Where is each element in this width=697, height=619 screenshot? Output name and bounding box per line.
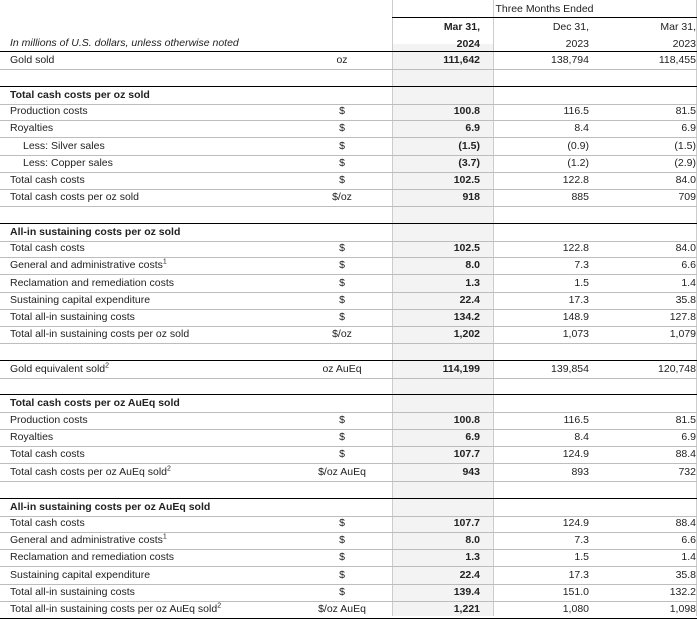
value-q1-2024: 6.9 [465, 431, 480, 443]
column-header-year: 2023 [565, 38, 589, 50]
table-row [0, 446, 697, 464]
value-q1-2023: 127.8 [669, 311, 696, 323]
units-note: In millions of U.S. dollars, unless otherwise noted [10, 37, 239, 49]
row-label-text: General and administrative costs [10, 534, 163, 546]
value-q1-2023: 1,098 [669, 603, 696, 615]
unit-cell: $ [339, 448, 345, 460]
value-q4-2023: 8.4 [574, 122, 589, 134]
row-label [10, 515, 85, 532]
table-row [0, 360, 697, 379]
value-q1-2023: 6.6 [681, 534, 696, 546]
value-q4-2023: 124.9 [562, 448, 589, 460]
unit-cell: $ [339, 157, 345, 169]
unit-cell: $ [339, 311, 345, 323]
value-q4-2023: 122.8 [562, 174, 589, 186]
row-label [10, 189, 139, 206]
row-label-text: Total cash costs per oz sold [10, 191, 139, 203]
row-label-text: Reclamation and remediation costs [10, 277, 175, 289]
value-q1-2024: 943 [462, 466, 480, 478]
row-label [10, 326, 189, 343]
value-q1-2024: (1.5) [458, 140, 480, 152]
value-q1-2023: 84.0 [675, 242, 696, 254]
row-label-text: Total cash costs per oz AuEq sold [10, 397, 180, 409]
row-label-text: Total all-in sustaining costs per oz sold [10, 328, 190, 340]
column-header-date: Dec 31, [552, 21, 589, 33]
table-row [0, 103, 697, 121]
value-q1-2024: 1.3 [465, 551, 480, 563]
table-row [0, 189, 697, 207]
footnote-marker: 1 [162, 533, 167, 541]
value-q1-2024: 8.0 [465, 534, 480, 546]
unit-cell: $ [339, 517, 345, 529]
value-q4-2023: 151.0 [562, 586, 589, 598]
unit-cell: $ [339, 414, 345, 426]
value-q4-2023: 122.8 [562, 242, 589, 254]
unit-cell: $ [339, 551, 345, 563]
table-row [0, 464, 697, 482]
value-q4-2023: (0.9) [567, 140, 589, 152]
row-label [10, 532, 167, 549]
row-label-text: Total cash costs [10, 242, 85, 254]
table-row [0, 567, 697, 585]
row-label-text: Royalties [10, 431, 54, 443]
row-label-text: Total all-in sustaining costs [10, 311, 135, 323]
row-label-text: Reclamation and remediation costs [10, 551, 175, 563]
footnote-marker: 2 [167, 465, 171, 473]
value-q1-2023: 1,079 [669, 328, 696, 340]
table-row [0, 138, 697, 156]
row-label [23, 155, 113, 172]
value-q1-2024: 100.8 [453, 414, 480, 426]
row-label [10, 412, 88, 429]
value-q4-2023: 116.5 [563, 105, 589, 117]
unit-cell: $/oz AuEq [318, 603, 366, 615]
row-label-text: Total cash costs per oz sold [10, 89, 150, 101]
value-q1-2023: 35.8 [675, 294, 696, 306]
value-q1-2024: 107.7 [453, 517, 480, 529]
value-q4-2023: 17.3 [568, 569, 589, 581]
column-header-q1-2024 [444, 19, 480, 53]
row-label [10, 464, 171, 481]
value-q4-2023: 148.9 [562, 311, 589, 323]
value-q4-2023: 7.3 [574, 259, 589, 271]
unit-cell: $ [339, 586, 345, 598]
table-row [0, 412, 697, 430]
value-q1-2024: 139.4 [453, 586, 480, 598]
row-label-text: Total cash costs per oz AuEq sold [10, 466, 168, 478]
column-header-year: 2023 [672, 38, 696, 50]
value-q1-2024: 1,221 [453, 603, 480, 615]
table-row [0, 275, 697, 293]
table-row [0, 172, 697, 190]
value-q1-2023: 6.6 [681, 259, 696, 271]
row-label [10, 52, 54, 69]
value-q1-2023: 88.4 [675, 448, 696, 460]
value-q1-2024: 100.8 [453, 105, 480, 117]
unit-cell: $ [339, 569, 345, 581]
unit-cell: $ [339, 259, 345, 271]
table-row [0, 326, 697, 344]
row-label [10, 292, 150, 309]
row-label-text: All-in sustaining costs per oz sold [10, 226, 181, 238]
value-q1-2024: 8.0 [465, 259, 480, 271]
section-title [10, 395, 180, 412]
unit-cell: $ [339, 534, 345, 546]
value-q1-2023: 81.5 [675, 414, 696, 426]
table-row [0, 584, 697, 602]
value-q1-2023: 709 [678, 191, 696, 203]
row-label-text: Production costs [10, 105, 88, 117]
row-label-text: Sustaining capital expenditure [10, 294, 151, 306]
value-q1-2024: 22.4 [459, 569, 480, 581]
value-q1-2024: 1.3 [465, 277, 480, 289]
unit-cell: $ [339, 431, 345, 443]
unit-cell: $/oz [332, 328, 352, 340]
table-row [0, 601, 697, 619]
unit-cell: $/oz AuEq [318, 466, 366, 478]
footnote-marker: 2 [217, 602, 222, 610]
column-header-year: 2024 [456, 38, 480, 50]
value-q4-2023: 139,854 [551, 363, 589, 375]
unit-cell: oz AuEq [322, 363, 362, 375]
unit-cell: $ [339, 122, 345, 134]
column-header-q4-2023 [553, 19, 589, 53]
section-title [10, 87, 150, 104]
row-label-text: Total cash costs [10, 174, 85, 186]
footnote-marker: 1 [162, 258, 167, 266]
value-q4-2023: 17.3 [568, 294, 589, 306]
value-q1-2023: 732 [678, 466, 696, 478]
section-header-row [0, 394, 697, 413]
row-label [23, 138, 105, 155]
row-label [10, 240, 85, 257]
value-q4-2023: 893 [571, 466, 589, 478]
row-label [10, 446, 85, 463]
value-q4-2023: 1.5 [574, 551, 589, 563]
unit-cell: $/oz [332, 191, 352, 203]
row-label [10, 309, 135, 326]
row-label-text: Less: Copper sales [23, 157, 113, 169]
value-q1-2024: 102.5 [453, 242, 480, 254]
footnote-marker: 2 [105, 362, 110, 370]
value-q4-2023: 1,073 [562, 328, 589, 340]
row-label [10, 549, 174, 566]
row-label-text: Less: Silver sales [23, 140, 105, 152]
table-row [0, 51, 697, 70]
row-label-text: Gold equivalent sold [10, 363, 106, 375]
value-q4-2023: 7.3 [574, 534, 589, 546]
row-label [10, 584, 135, 601]
value-q4-2023: 8.4 [574, 431, 589, 443]
table-row [0, 257, 697, 275]
value-q1-2023: (1.5) [674, 140, 696, 152]
row-label-text: Sustaining capital expenditure [10, 569, 151, 581]
table-row [0, 429, 697, 447]
value-q4-2023: 116.5 [563, 414, 589, 426]
column-header-date: Mar 31, [443, 21, 480, 33]
value-q1-2023: 81.5 [675, 105, 696, 117]
value-q1-2023: 6.9 [681, 431, 696, 443]
table-row [0, 515, 697, 533]
unit-cell: $ [339, 105, 345, 117]
row-label [10, 103, 88, 120]
table-row [0, 532, 697, 550]
row-label [10, 361, 109, 378]
row-label-text: Royalties [10, 122, 54, 134]
value-q4-2023: 1.5 [574, 277, 589, 289]
row-label [10, 275, 174, 292]
unit-cell: oz [336, 54, 348, 66]
row-label-text: Gold sold [10, 54, 55, 66]
column-header-q1-2023 [660, 19, 696, 53]
row-label-text: Total all-in sustaining costs per oz AuEq sold [10, 603, 218, 615]
value-q1-2023: 132.2 [669, 586, 696, 598]
unit-cell: $ [339, 174, 345, 186]
value-q1-2024: 111,642 [443, 54, 480, 66]
value-q1-2023: (2.9) [674, 157, 696, 169]
row-label-text: General and administrative costs [10, 259, 163, 271]
table-row [0, 549, 697, 567]
value-q1-2024: 102.5 [453, 174, 480, 186]
table-row [0, 309, 697, 327]
value-q1-2024: 1,202 [453, 328, 480, 340]
value-q1-2024: 22.4 [459, 294, 480, 306]
value-q1-2024: 134.2 [453, 311, 480, 323]
value-q1-2023: 6.9 [681, 122, 696, 134]
value-q4-2023: 124.9 [562, 517, 589, 529]
table-row [0, 240, 697, 258]
value-q1-2024: 918 [462, 191, 480, 203]
unit-cell: $ [339, 140, 345, 152]
section-title [10, 499, 210, 516]
row-label-text: Total cash costs [10, 517, 85, 529]
table-row [0, 292, 697, 310]
row-label [10, 567, 150, 584]
value-q1-2024: 6.9 [465, 122, 480, 134]
row-label [10, 172, 85, 189]
value-q1-2023: 88.4 [675, 517, 696, 529]
unit-cell: $ [339, 242, 345, 254]
table-row [0, 155, 697, 173]
row-label-text: Total cash costs [10, 448, 85, 460]
section-title [10, 224, 180, 241]
value-q1-2024: 107.7 [453, 448, 480, 460]
row-label-text: Production costs [10, 414, 88, 426]
value-q4-2023: 1,080 [562, 603, 589, 615]
row-label [10, 601, 221, 618]
value-q4-2023: (1.2) [567, 157, 589, 169]
row-label [10, 120, 53, 137]
value-q1-2023: 84.0 [675, 174, 696, 186]
value-q4-2023: 885 [571, 191, 589, 203]
value-q1-2023: 35.8 [675, 569, 696, 581]
value-q1-2023: 1.4 [681, 551, 696, 563]
table-row [0, 120, 697, 138]
value-q1-2023: 120,748 [658, 363, 696, 375]
value-q1-2024: (3.7) [458, 157, 480, 169]
row-label [10, 257, 167, 274]
column-header-date: Mar 31, [660, 21, 696, 33]
value-q1-2024: 114,199 [442, 363, 480, 375]
row-label-text: All-in sustaining costs per oz AuEq sold [10, 501, 211, 513]
row-label-text: Total all-in sustaining costs [10, 586, 135, 598]
unit-cell: $ [339, 277, 345, 289]
value-q4-2023: 138,794 [551, 54, 589, 66]
period-group-header: Three Months Ended [392, 1, 697, 18]
row-label [10, 429, 53, 446]
value-q1-2023: 118,455 [658, 54, 696, 66]
unit-cell: $ [339, 294, 345, 306]
value-q1-2023: 1.4 [681, 277, 696, 289]
